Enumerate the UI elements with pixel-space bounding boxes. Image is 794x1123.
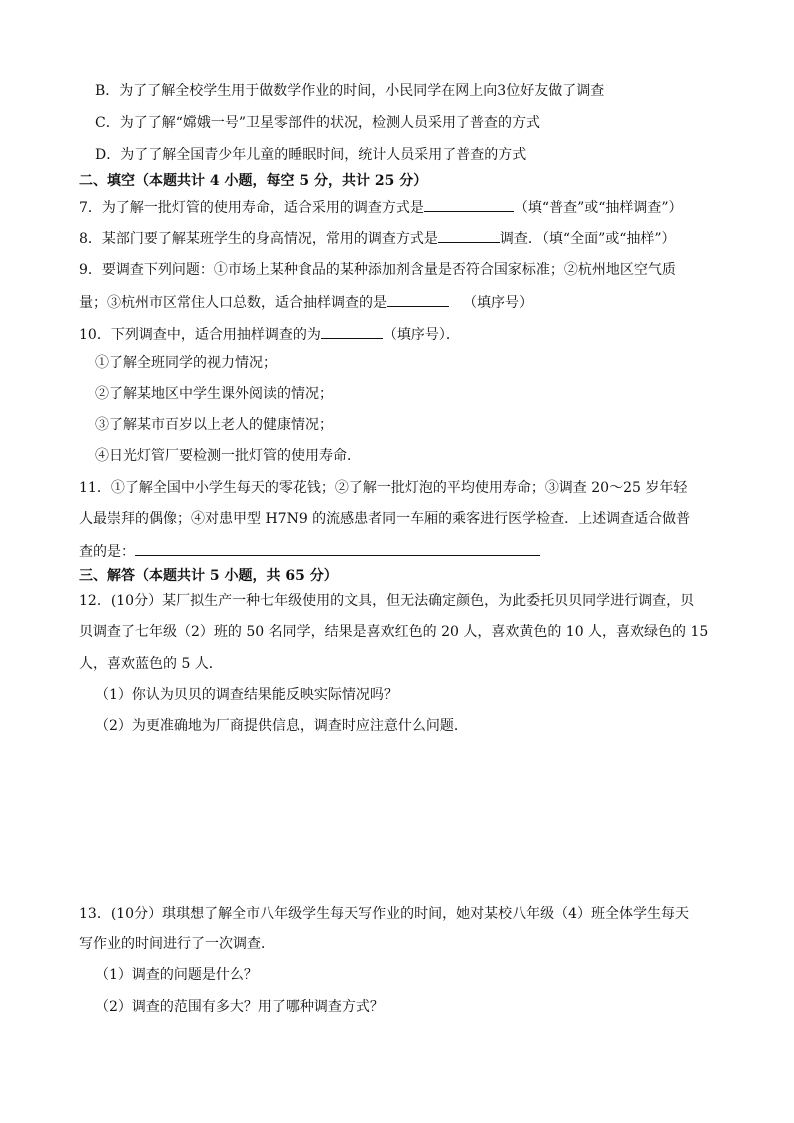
option-c: C．为了了解“嫦娥一号”卫星零部件的状况，检测人员采用了普查的方式 — [95, 115, 541, 131]
question-13-line-1: 13．(10分）琪琪想了解全市八年级学生每天写作业的时间，她对某校八年级（4）班全体学生每天 — [79, 906, 689, 922]
question-10-item-1: ①了解全班同学的视力情况； — [95, 355, 277, 371]
question-8 — [79, 228, 676, 248]
section-2-heading: 二、填空（本题共计 4 小题，每空 5 分，共计 25 分） — [79, 173, 428, 189]
question-9-line-2 — [79, 292, 533, 312]
question-13-sub-2: （2）调查的范围有多大？用了哪种调查方式？ — [95, 999, 384, 1015]
question-7-text: 7．为了解一批灯管的使用寿命，适合采用的调查方式是 — [79, 200, 424, 216]
question-10-item-4: ④日光灯管厂要检测一批灯管的使用寿命． — [95, 448, 361, 464]
question-10-item-3: ③了解某市百岁以上老人的健康情况； — [95, 417, 333, 433]
question-9-line-1: 9．要调查下列问题：①市场上某种食品的某种添加剂含量是否符合国家标准；②杭州地区空气质 — [79, 262, 676, 278]
question-11-text: 查的是： — [79, 544, 135, 560]
question-9-text: 量；③杭州市区常住人口总数，适合抽样调查的是 — [79, 295, 387, 311]
section-3-heading: 三、解答（本题共计 5 小题，共 65 分） — [79, 568, 338, 584]
question-10 — [79, 324, 460, 344]
question-8-text: 8．某部门要了解某班学生的身高情况，常用的调查方式是 — [79, 231, 438, 247]
question-11-answer-blank[interactable] — [135, 541, 540, 556]
question-9-answer-blank[interactable] — [387, 292, 449, 307]
question-10-answer-blank[interactable] — [321, 324, 383, 339]
question-9-hint: （填序号） — [463, 295, 533, 311]
option-b: B．为了了解全校学生用于做数学作业的时间，小民同学在网上向3位好友做了调查 — [95, 83, 605, 99]
question-13-sub-1: （1）调查的问题是什么？ — [95, 967, 258, 983]
question-8-answer-blank[interactable] — [438, 228, 500, 243]
question-12-sub-2: （2）为更准确地为厂商提供信息，调查时应注意什么问题． — [95, 718, 468, 734]
question-7-answer-blank[interactable] — [424, 197, 514, 212]
question-8-hint: 调查．（填“全面”或“抽样”） — [499, 231, 676, 247]
question-10-text: 10．下列调查中，适合用抽样调查的为 — [79, 327, 321, 343]
question-10-hint: （填序号）． — [382, 327, 460, 343]
question-12-line-1: 12．(10分）某厂拟生产一种七年级使用的文具，但无法确定颜色，为此委托贝贝同学进行调查，贝 — [79, 593, 695, 609]
option-d: D．为了了解全国青少年儿童的睡眠时间，统计人员采用了普查的方式 — [95, 147, 527, 163]
question-11-line-1: 11．①了解全国中小学生每天的零花钱；②了解一批灯泡的平均使用寿命；③调查 20～25 岁年轻 — [79, 480, 688, 496]
question-10-item-2: ②了解某地区中学生课外阅读的情况； — [95, 386, 333, 402]
question-11-line-3 — [79, 541, 540, 561]
question-12-line-2: 贝调查了七年级（2）班的 50 名同学，结果是喜欢红色的 20 人，喜欢黄色的 10 人，喜欢绿色的 15 — [79, 624, 709, 640]
question-13-line-2: 写作业的时间进行了一次调查． — [79, 936, 275, 952]
question-11-line-2: 人最崇拜的偶像；④对患甲型 H7N9 的流感患者同一车厢的乘客进行医学检查．上述调查适合做普 — [79, 511, 691, 527]
question-12-sub-1: （1）你认为贝贝的调查结果能反映实际情况吗？ — [95, 687, 398, 703]
question-12-line-3: 人，喜欢蓝色的 5 人． — [79, 656, 223, 672]
question-7-hint: （填“普查”或“抽样调查”） — [513, 200, 683, 216]
question-7 — [79, 197, 683, 217]
